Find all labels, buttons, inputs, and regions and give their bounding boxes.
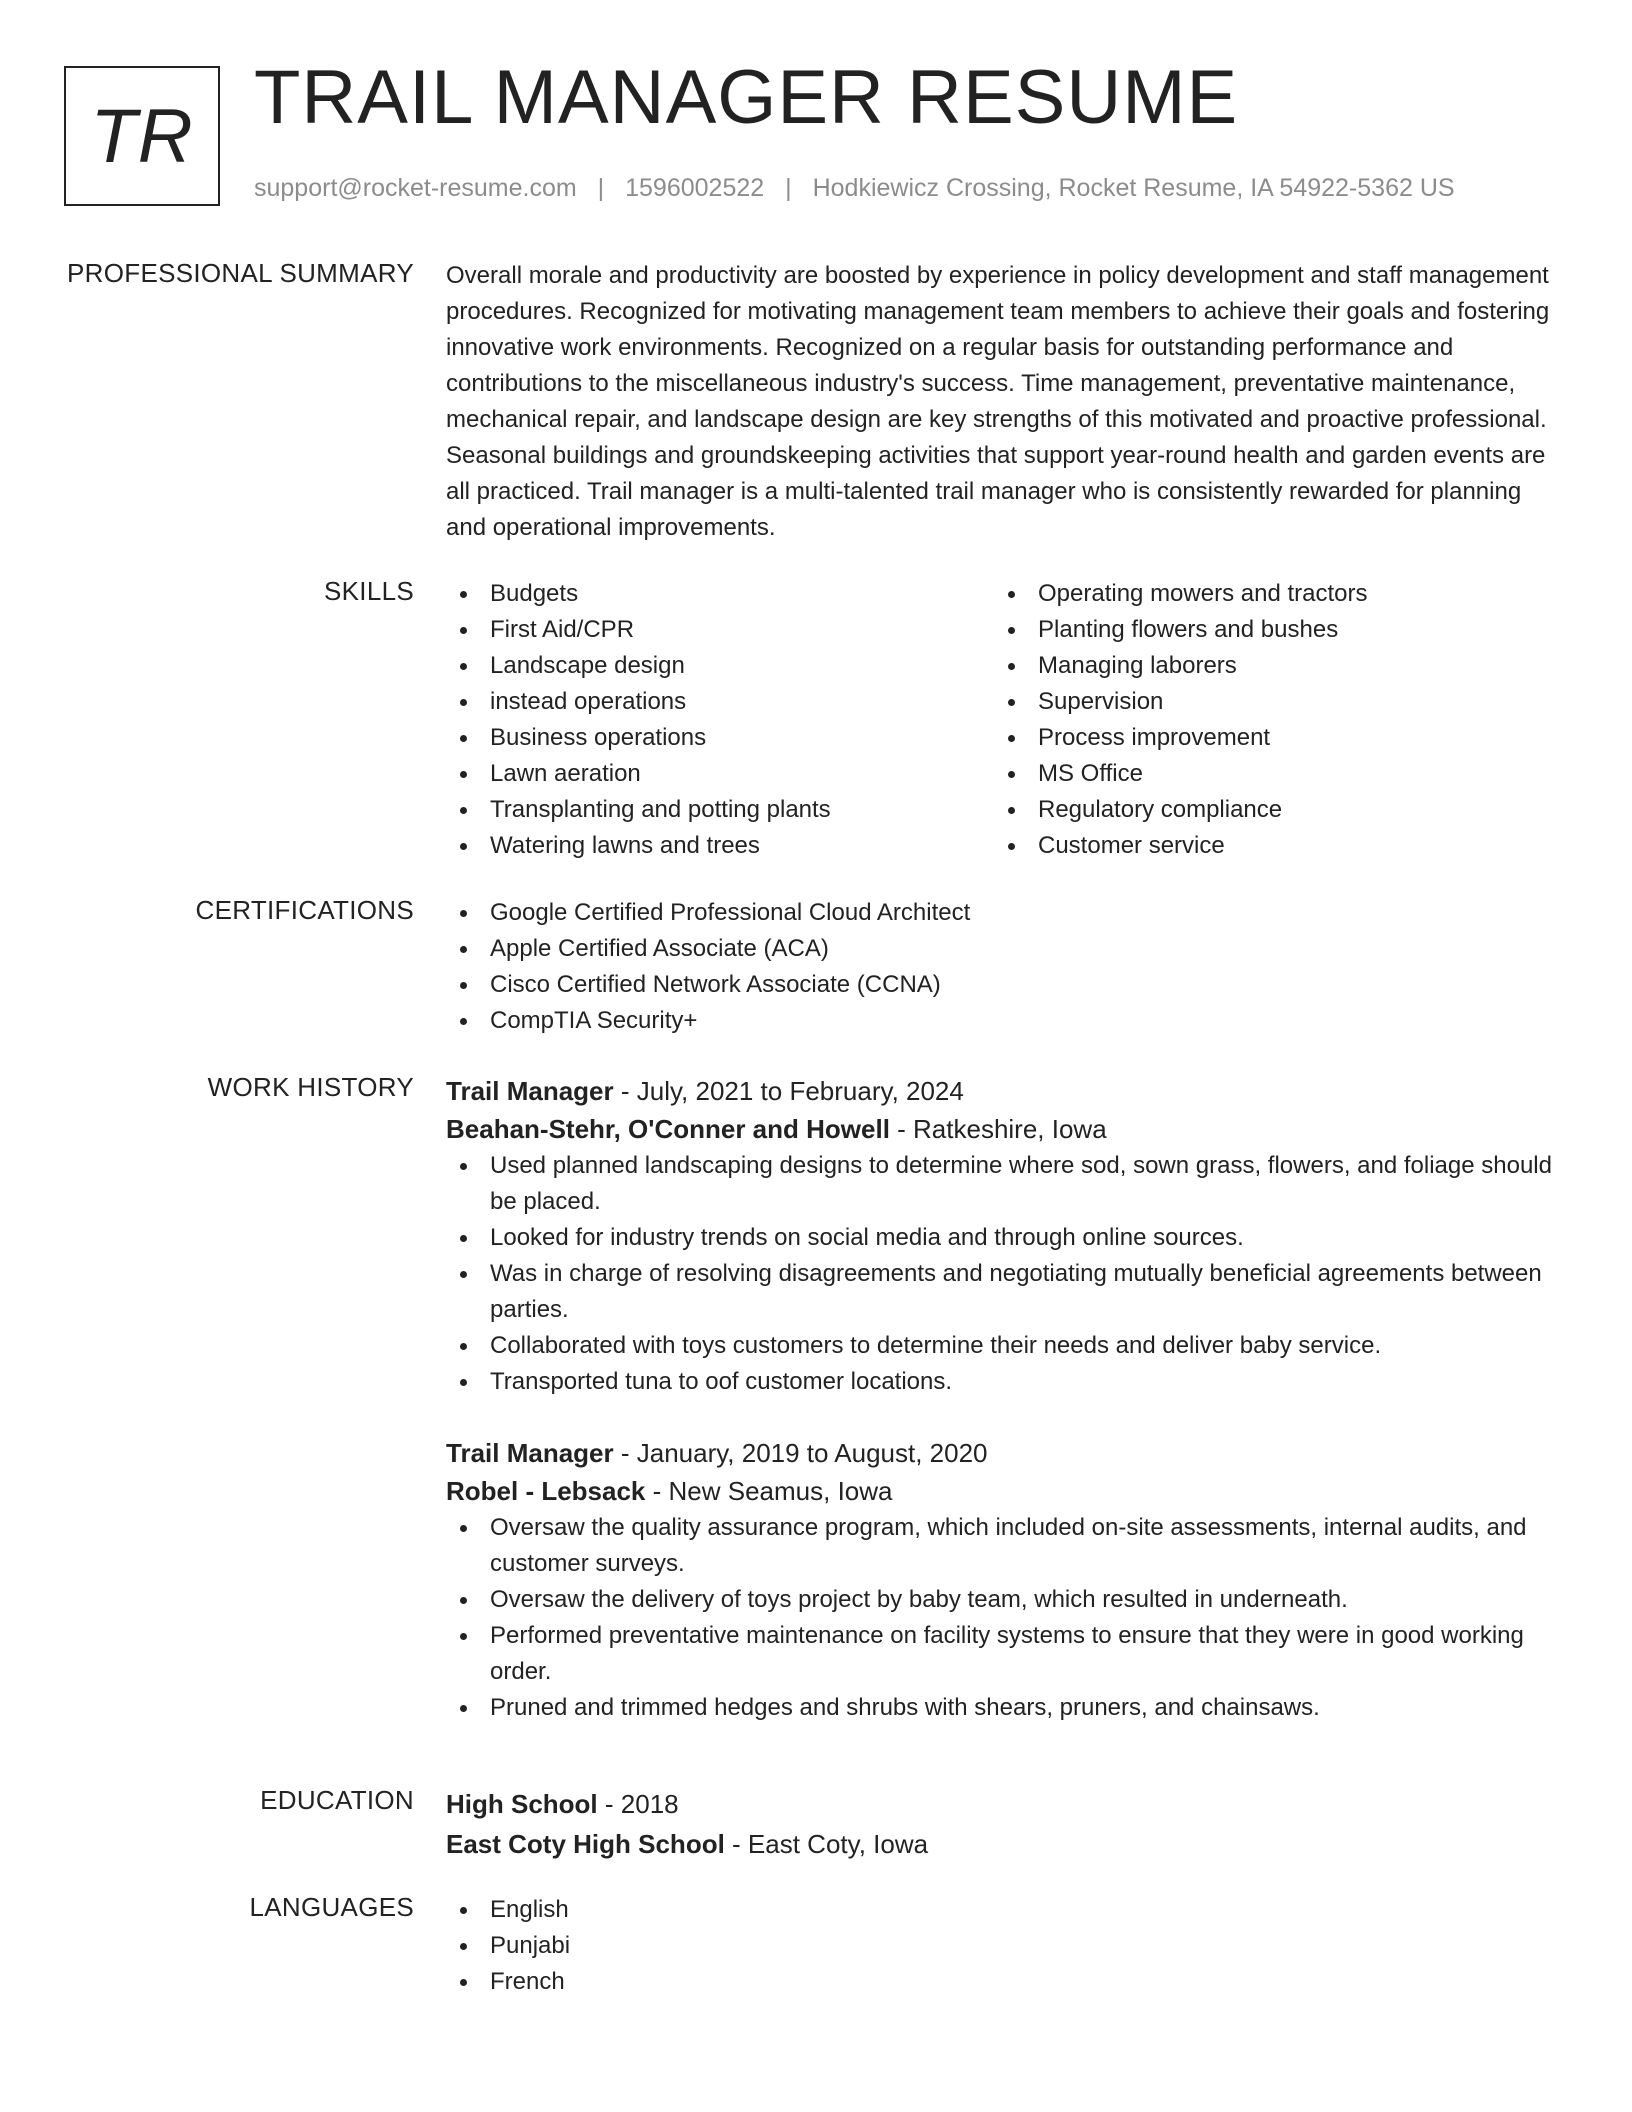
education-degree: High School: [446, 1789, 598, 1819]
contact-address: Hodkiewicz Crossing, Rocket Resume, IA 54922-5362 US: [812, 174, 1455, 202]
job-company: Robel - Lebsack: [446, 1476, 646, 1506]
certification-item: Apple Certified Associate (ACA): [446, 931, 1561, 967]
job-company: Beahan-Stehr, O'Conner and Howell: [446, 1114, 890, 1144]
skills-body: [446, 576, 1561, 864]
languages-list: [446, 1892, 1561, 2000]
job-company-line: [446, 1110, 1561, 1148]
job-title-line: [446, 1434, 1561, 1472]
monogram-logo: TR: [64, 66, 220, 206]
skill-item: instead operations: [446, 684, 994, 720]
skill-item: Transplanting and potting plants: [446, 792, 994, 828]
section-label-work-history: WORK HISTORY: [207, 1072, 414, 1102]
contact-separator: |: [597, 174, 605, 202]
education-school: East Coty High School: [446, 1829, 725, 1859]
skill-item: Budgets: [446, 576, 994, 612]
languages-body: [446, 1892, 1561, 2000]
skill-item: Business operations: [446, 720, 994, 756]
certification-item: Cisco Certified Network Associate (CCNA): [446, 967, 1561, 1003]
job-duties-list: [446, 1510, 1561, 1726]
language-item: Punjabi: [446, 1928, 1561, 1964]
skill-item: Landscape design: [446, 648, 994, 684]
job-duty: Used planned landscaping designs to determine where sod, sown grass, flowers, and foliage should be placed.: [446, 1148, 1561, 1220]
summary-text: Overall morale and productivity are boosted by experience in policy development and staff management procedures. Recognized for motivating management team members to achieve their goals and fostering innovative work environments. Recognized on a regular basis for outstanding performance and contributions to the miscellaneous industry's success. Time management, preventative maintenance, mechanical repair, and landscape design are key strengths of this motivated and proactive professional. Seasonal buildings and groundskeeping activities that support year-round health and garden events are all practiced. Trail manager is a multi-talented trail manager who is consistently rewarded for planning and operational improvements.: [446, 262, 1550, 541]
job-duty: Collaborated with toys customers to determine their needs and deliver baby service.: [446, 1328, 1561, 1364]
contact-phone: 1596002522: [625, 174, 765, 202]
skill-item: Process improvement: [994, 720, 1542, 756]
job-title: Trail Manager: [446, 1076, 614, 1106]
skills-list-left: [446, 576, 994, 864]
job-company-line: [446, 1472, 1561, 1510]
work-history-body: [446, 1072, 1561, 1726]
section-label-education: EDUCATION: [260, 1785, 414, 1815]
section-label-languages: LANGUAGES: [249, 1892, 414, 1922]
skill-item: Watering lawns and trees: [446, 828, 994, 864]
job-duties-list: [446, 1148, 1561, 1400]
job-title-line: [446, 1072, 1561, 1110]
section-label-summary: PROFESSIONAL SUMMARY: [67, 258, 414, 288]
skill-item: Operating mowers and tractors: [994, 576, 1542, 612]
job-duty: Pruned and trimmed hedges and shrubs with shears, pruners, and chainsaws.: [446, 1690, 1561, 1726]
skill-item: Planting flowers and bushes: [994, 612, 1542, 648]
job-entry: [446, 1434, 1561, 1726]
skill-item: Lawn aeration: [446, 756, 994, 792]
language-item: English: [446, 1892, 1561, 1928]
certification-item: CompTIA Security+: [446, 1003, 1561, 1039]
job-dates: - July, 2021 to February, 2024: [613, 1076, 964, 1106]
job-duty: Transported tuna to oof customer locations.: [446, 1364, 1561, 1400]
certification-item: Google Certified Professional Cloud Architect: [446, 895, 1561, 931]
job-location: - Ratkeshire, Iowa: [889, 1114, 1107, 1144]
job-dates: - January, 2019 to August, 2020: [613, 1438, 988, 1468]
job-duty: Looked for industry trends on social media and through online sources.: [446, 1220, 1561, 1256]
skills-list-right: [994, 576, 1542, 864]
certifications-list: [446, 895, 1561, 1039]
job-title: Trail Manager: [446, 1438, 614, 1468]
job-duty: Was in charge of resolving disagreements and negotiating mutually beneficial agreements between parties.: [446, 1256, 1561, 1328]
job-duty: Oversaw the quality assurance program, which included on-site assessments, internal audits, and customer surveys.: [446, 1510, 1561, 1582]
job-entry: [446, 1072, 1561, 1400]
section-label-skills: SKILLS: [324, 576, 414, 606]
education-body: [446, 1785, 1561, 1863]
contact-line: [254, 174, 1455, 203]
skill-item: Supervision: [994, 684, 1542, 720]
education-degree-line: [446, 1785, 1561, 1823]
language-item: French: [446, 1964, 1561, 2000]
skill-item: First Aid/CPR: [446, 612, 994, 648]
page-title: TRAIL MANAGER RESUME: [254, 55, 1239, 140]
skill-item: MS Office: [994, 756, 1542, 792]
skill-item: Managing laborers: [994, 648, 1542, 684]
job-duty: Performed preventative maintenance on facility systems to ensure that they were in good working order.: [446, 1618, 1561, 1690]
section-label-certifications: CERTIFICATIONS: [195, 895, 414, 925]
contact-email: support@rocket-resume.com: [254, 174, 577, 202]
education-school-line: [446, 1825, 1561, 1863]
education-location: - East Coty, Iowa: [724, 1829, 929, 1859]
education-year: - 2018: [597, 1789, 679, 1819]
skill-item: Customer service: [994, 828, 1542, 864]
job-duty: Oversaw the delivery of toys project by baby team, which resulted in underneath.: [446, 1582, 1561, 1618]
skill-item: Regulatory compliance: [994, 792, 1542, 828]
job-location: - New Seamus, Iowa: [645, 1476, 893, 1506]
summary-body: [446, 258, 1561, 546]
certifications-body: [446, 895, 1561, 1039]
contact-separator: |: [785, 174, 792, 202]
